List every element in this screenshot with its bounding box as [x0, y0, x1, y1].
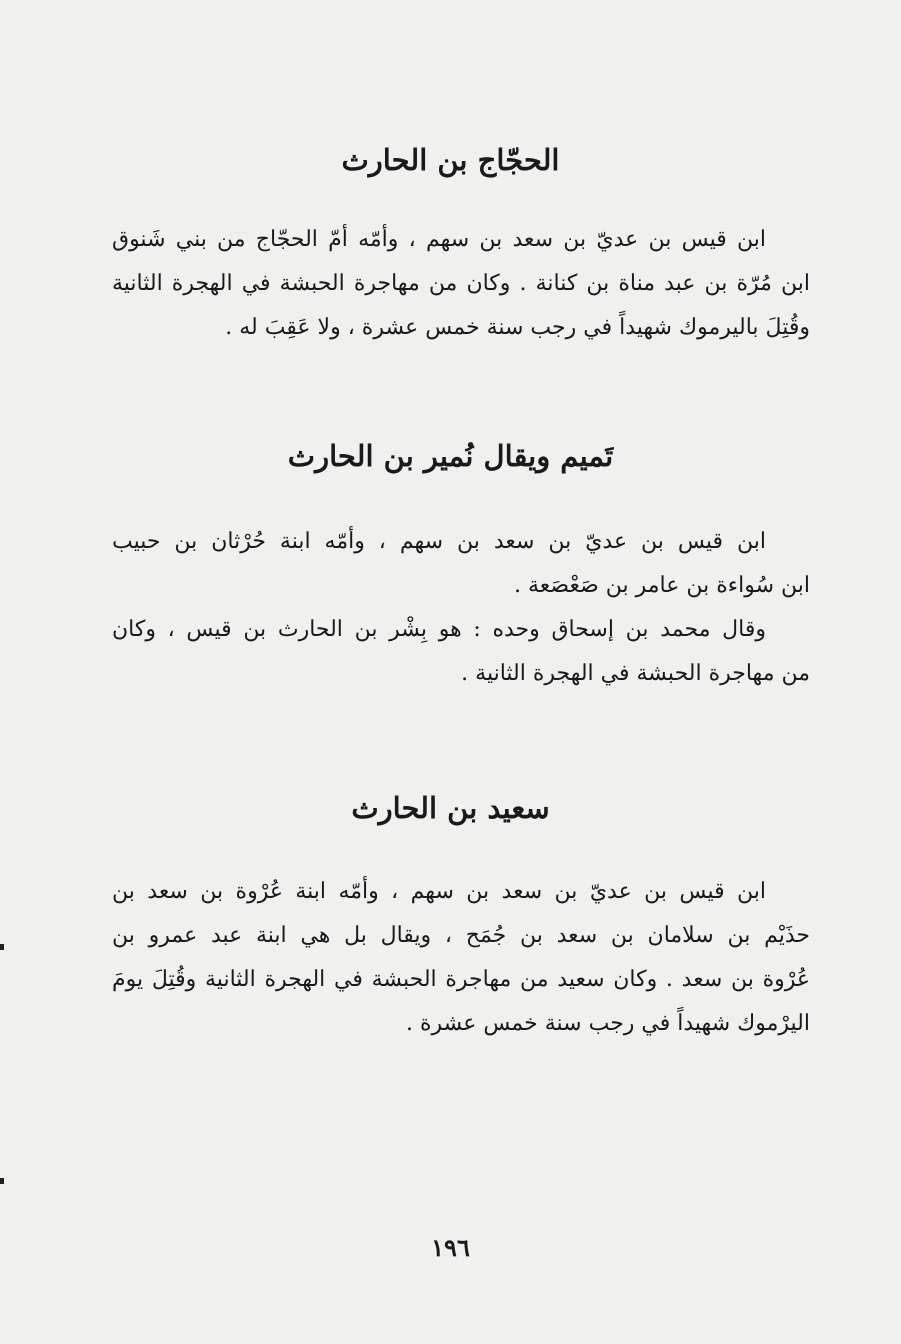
paragraph [112, 520, 810, 608]
text-line: حذَيْم بن سلامان بن سعد بن جُمَح ، ويقال بل هي ابنة عبد عمرو بن [112, 923, 810, 948]
text-line: من مهاجرة الحبشة في الهجرة الثانية . [461, 661, 810, 686]
text-line: وقُتِلَ باليرموك شهيداً في رجب سنة خمس عشرة ، ولا عَقِبَ له . [225, 315, 810, 340]
paragraph [112, 608, 810, 696]
text-line: ابن قيس بن عديّ بن سعد بن سهم ، وأمّه أمّ الحجّاج من بني شَنوق [112, 227, 766, 252]
section-body-tamim [112, 520, 810, 696]
text-line: ابن قيس بن عديّ بن سعد بن سهم ، وأمّه ابنة عُرْوة بن سعد بن [112, 879, 766, 904]
section-body-said [112, 870, 810, 1046]
page-number: ١٩٦ [431, 1233, 470, 1262]
paragraph [112, 870, 810, 1046]
section-title-said: سعيد بن الحارث [351, 791, 550, 825]
paragraph [112, 218, 810, 350]
text-line: اليرْموك شهيداً في رجب سنة خمس عشرة . [405, 1011, 810, 1036]
scan-edge-mark [0, 1178, 4, 1184]
text-line: ابن سُواءة بن عامر بن صَعْصَعة . [514, 573, 810, 598]
section-title-tamim: تَميم ويقال نُمير بن الحارث [287, 439, 614, 473]
text-line: ابن مُرّة بن عبد مناة بن كنانة . وكان من مهاجرة الحبشة في الهجرة الثانية [112, 271, 810, 296]
text-line: ابن قيس بن عديّ بن سعد بن سهم ، وأمّه ابنة حُرْثان بن حبيب [112, 529, 766, 554]
scan-edge-mark [0, 944, 4, 950]
text-line: عُرْوة بن سعد . وكان سعيد من مهاجرة الحبشة في الهجرة الثانية وقُتِلَ يومَ [112, 967, 810, 992]
text-line: وقال محمد بن إسحاق وحده : هو بِشْر بن الحارث بن قيس ، وكان [112, 617, 766, 642]
section-body-hajjaj [112, 218, 810, 350]
section-title-hajjaj: الحجّاج بن الحارث [341, 143, 560, 177]
